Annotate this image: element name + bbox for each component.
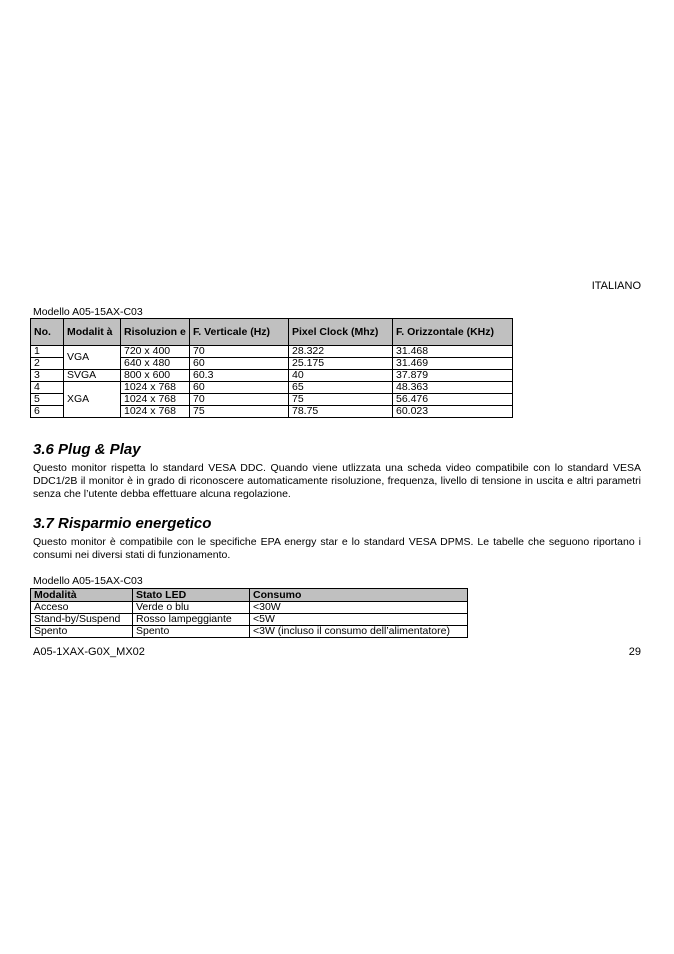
document-code: A05-1XAX-G0X_MX02 [33, 646, 145, 658]
cell-vfreq: 70 [190, 394, 289, 406]
display-modes-table [30, 318, 513, 418]
cell-led-status: Rosso lampeggiante [133, 614, 250, 626]
cell-hfreq: 56.476 [393, 394, 513, 406]
cell-vfreq: 75 [190, 406, 289, 418]
cell-no: 5 [31, 394, 64, 406]
col-header-led-status: Stato LED [133, 589, 250, 602]
table2-caption: Modello A05-15AX-C03 [33, 575, 143, 587]
cell-no: 1 [31, 346, 64, 358]
cell-hfreq: 31.468 [393, 346, 513, 358]
cell-resolution: 1024 x 768 [121, 382, 190, 394]
table-row [31, 602, 468, 614]
cell-no: 4 [31, 382, 64, 394]
cell-hfreq: 48.363 [393, 382, 513, 394]
table-row [31, 346, 513, 358]
cell-resolution: 1024 x 768 [121, 394, 190, 406]
table-row [31, 614, 468, 626]
table-header-row [31, 589, 468, 602]
cell-pixel-clock: 65 [289, 382, 393, 394]
col-header-vfreq: F. Verticale (Hz) [190, 319, 289, 346]
cell-vfreq: 60 [190, 358, 289, 370]
col-header-hfreq: F. Orizzontale (KHz) [393, 319, 513, 346]
cell-resolution: 640 x 480 [121, 358, 190, 370]
cell-vfreq: 60.3 [190, 370, 289, 382]
cell-consumption: <5W [250, 614, 468, 626]
cell-consumption: <3W (incluso il consumo dell’alimentatore) [250, 626, 468, 638]
cell-mode: Spento [31, 626, 133, 638]
cell-pixel-clock: 78.75 [289, 406, 393, 418]
table-header-row [31, 319, 513, 346]
cell-mode: VGA [64, 346, 121, 370]
cell-hfreq: 60.023 [393, 406, 513, 418]
col-header-consumption: Consumo [250, 589, 468, 602]
section-text-plug-play: Questo monitor rispetta lo standard VESA DDC. Quando viene utlizzata una scheda video compatibile con lo standard VESA DDC1/2B il monitor è in grado di riconoscere automaticamente risoluzione, frequenza, livello di tensione in uscita e altri parametri senza che l’utente debba effettuare alcuna regolazione. [33, 462, 641, 500]
language-label: ITALIANO [591, 280, 641, 292]
cell-no: 3 [31, 370, 64, 382]
cell-pixel-clock: 40 [289, 370, 393, 382]
section-title-energy: 3.7 Risparmio energetico [33, 515, 212, 532]
cell-resolution: 1024 x 768 [121, 406, 190, 418]
cell-hfreq: 31.469 [393, 358, 513, 370]
col-header-mode: Modalit à [64, 319, 121, 346]
col-header-resolution: Risoluzion e [121, 319, 190, 346]
cell-hfreq: 37.879 [393, 370, 513, 382]
col-header-pixel-clock: Pixel Clock (Mhz) [289, 319, 393, 346]
power-consumption-table [30, 588, 468, 638]
cell-mode: SVGA [64, 370, 121, 382]
section-title-plug-play: 3.6 Plug & Play [33, 441, 141, 458]
cell-resolution: 800 x 600 [121, 370, 190, 382]
cell-mode: XGA [64, 382, 121, 418]
page-number: 29 [628, 646, 641, 658]
cell-mode: Stand-by/Suspend [31, 614, 133, 626]
table1-caption: Modello A05-15AX-C03 [33, 306, 143, 318]
cell-pixel-clock: 25.175 [289, 358, 393, 370]
cell-pixel-clock: 75 [289, 394, 393, 406]
cell-consumption: <30W [250, 602, 468, 614]
cell-mode: Acceso [31, 602, 133, 614]
cell-resolution: 720 x 400 [121, 346, 190, 358]
cell-led-status: Spento [133, 626, 250, 638]
cell-pixel-clock: 28.322 [289, 346, 393, 358]
col-header-mode: Modalità [31, 589, 133, 602]
cell-vfreq: 70 [190, 346, 289, 358]
table-row [31, 370, 513, 382]
table-row [31, 382, 513, 394]
cell-no: 2 [31, 358, 64, 370]
table-row [31, 626, 468, 638]
col-header-no: No. [31, 319, 64, 346]
cell-no: 6 [31, 406, 64, 418]
section-text-energy: Questo monitor è compatibile con le specifiche EPA energy star e lo standard VESA DPMS. Le tabelle che seguono riportano i consumi nei diversi stati di funzionamento. [33, 536, 641, 561]
cell-led-status: Verde o blu [133, 602, 250, 614]
cell-vfreq: 60 [190, 382, 289, 394]
